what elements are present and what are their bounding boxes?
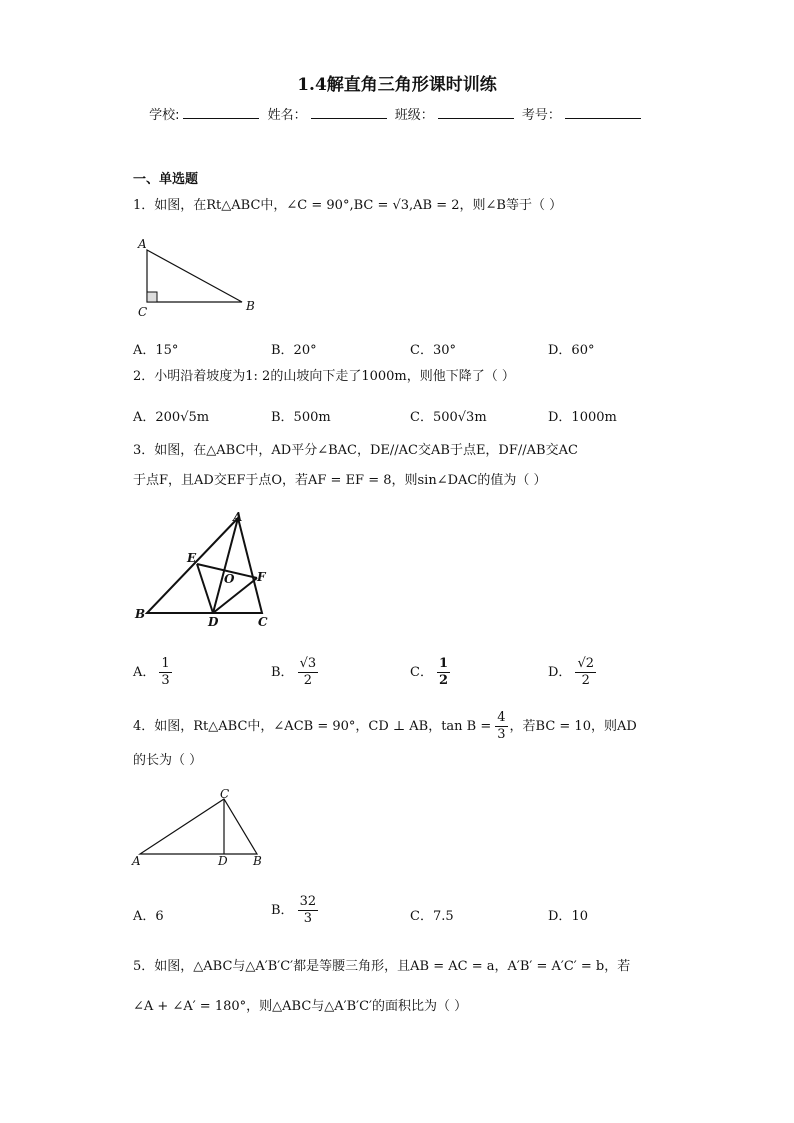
q4-option-d[interactable]: D．10 bbox=[548, 909, 588, 924]
page-title: 1.4解直角三角形课时训练 bbox=[297, 75, 497, 95]
school-blank[interactable] bbox=[183, 106, 259, 119]
question-1-text: 1．如图，在Rt△ABC中，∠C = 90°,BC = √3,AB = 2，则∠B等于（ ） bbox=[133, 198, 563, 213]
school-label: 学校: bbox=[149, 108, 180, 123]
q4-label-b: B bbox=[253, 854, 262, 868]
q4-label-c: C bbox=[220, 787, 230, 801]
question-4-line-2: 的长为（ ） bbox=[133, 753, 203, 768]
q2-option-d[interactable]: D．1000m bbox=[548, 410, 617, 425]
q3-label-a: A bbox=[233, 510, 243, 524]
question-3-figure bbox=[130, 508, 280, 636]
question-5-line-2: ∠A + ∠A′ = 180°，则△ABC与△A′B′C′的面积比为（ ） bbox=[133, 999, 468, 1014]
q3-option-c[interactable]: C． $\frac{1}{2}$ bbox=[410, 656, 448, 688]
exam-number-blank[interactable] bbox=[565, 106, 641, 119]
q4-option-b[interactable]: B． $\frac{32}{3}$ bbox=[271, 894, 317, 926]
q2-option-a[interactable]: A．200√5m bbox=[133, 410, 210, 425]
q4-option-a[interactable]: A．6 bbox=[133, 909, 164, 924]
section-heading: 一、单选题 bbox=[133, 172, 199, 187]
q1-option-b[interactable]: B．20° bbox=[271, 343, 317, 358]
q4-option-c[interactable]: C．7.5 bbox=[410, 909, 454, 924]
name-label: 姓名： bbox=[267, 108, 307, 123]
q3-label-b: B bbox=[135, 607, 146, 621]
q3-label-o: O bbox=[224, 572, 235, 586]
student-info-line bbox=[0, 104, 794, 123]
class-blank[interactable] bbox=[438, 106, 514, 119]
question-4-figure bbox=[130, 785, 270, 870]
q3-option-a[interactable]: A． $\frac{1}{3}$ bbox=[133, 656, 170, 688]
q1-label-c: C bbox=[138, 305, 148, 319]
class-label: 班级： bbox=[394, 108, 434, 123]
q1-option-c[interactable]: C．30° bbox=[410, 343, 456, 358]
q3-option-b[interactable]: B． $\frac{√3}{2}$ bbox=[271, 656, 317, 688]
q3-label-f: F bbox=[257, 570, 266, 584]
question-3-line-1: 3．如图，在△ABC中，AD平分∠BAC，DE//AC交AB于点E，DF//AB交AC bbox=[133, 443, 578, 458]
q3-label-c: C bbox=[258, 615, 268, 629]
q1-option-d[interactable]: D．60° bbox=[548, 343, 595, 358]
q2-option-b[interactable]: B．500m bbox=[271, 410, 331, 425]
q1-label-a: A bbox=[138, 237, 147, 251]
q4-label-d: D bbox=[218, 854, 228, 868]
q3-option-d[interactable]: D． $\frac{√2}{2}$ bbox=[548, 656, 594, 688]
q3-label-e: E bbox=[187, 551, 197, 565]
q3-label-d: D bbox=[208, 615, 219, 629]
question-4-line-1: 4．如图，Rt△ABC中，∠ACB = 90°，CD ⊥ AB，tan B = $\frac{4}{3}$ ，若BC = 10，则AD bbox=[133, 710, 637, 742]
q1-option-a[interactable]: A．15° bbox=[133, 343, 179, 358]
exam-number-label: 考号： bbox=[521, 108, 561, 123]
question-2-text: 2．小明沿着坡度为1: 2的山坡向下走了1000m，则他下降了（ ） bbox=[133, 369, 515, 384]
question-5-line-1: 5．如图，△ABC与△A′B′C′都是等腰三角形，且AB = AC = a，A′B′ = A′C′ = b，若 bbox=[133, 959, 631, 974]
q4-label-a: A bbox=[132, 854, 141, 868]
q1-label-b: B bbox=[246, 299, 255, 313]
question-1-figure bbox=[130, 232, 270, 322]
name-blank[interactable] bbox=[311, 106, 387, 119]
question-3-line-2: 于点F，且AD交EF于点O，若AF = EF = 8，则sin∠DAC的值为（ ） bbox=[133, 473, 547, 488]
q2-option-c[interactable]: C．500√3m bbox=[410, 410, 487, 425]
